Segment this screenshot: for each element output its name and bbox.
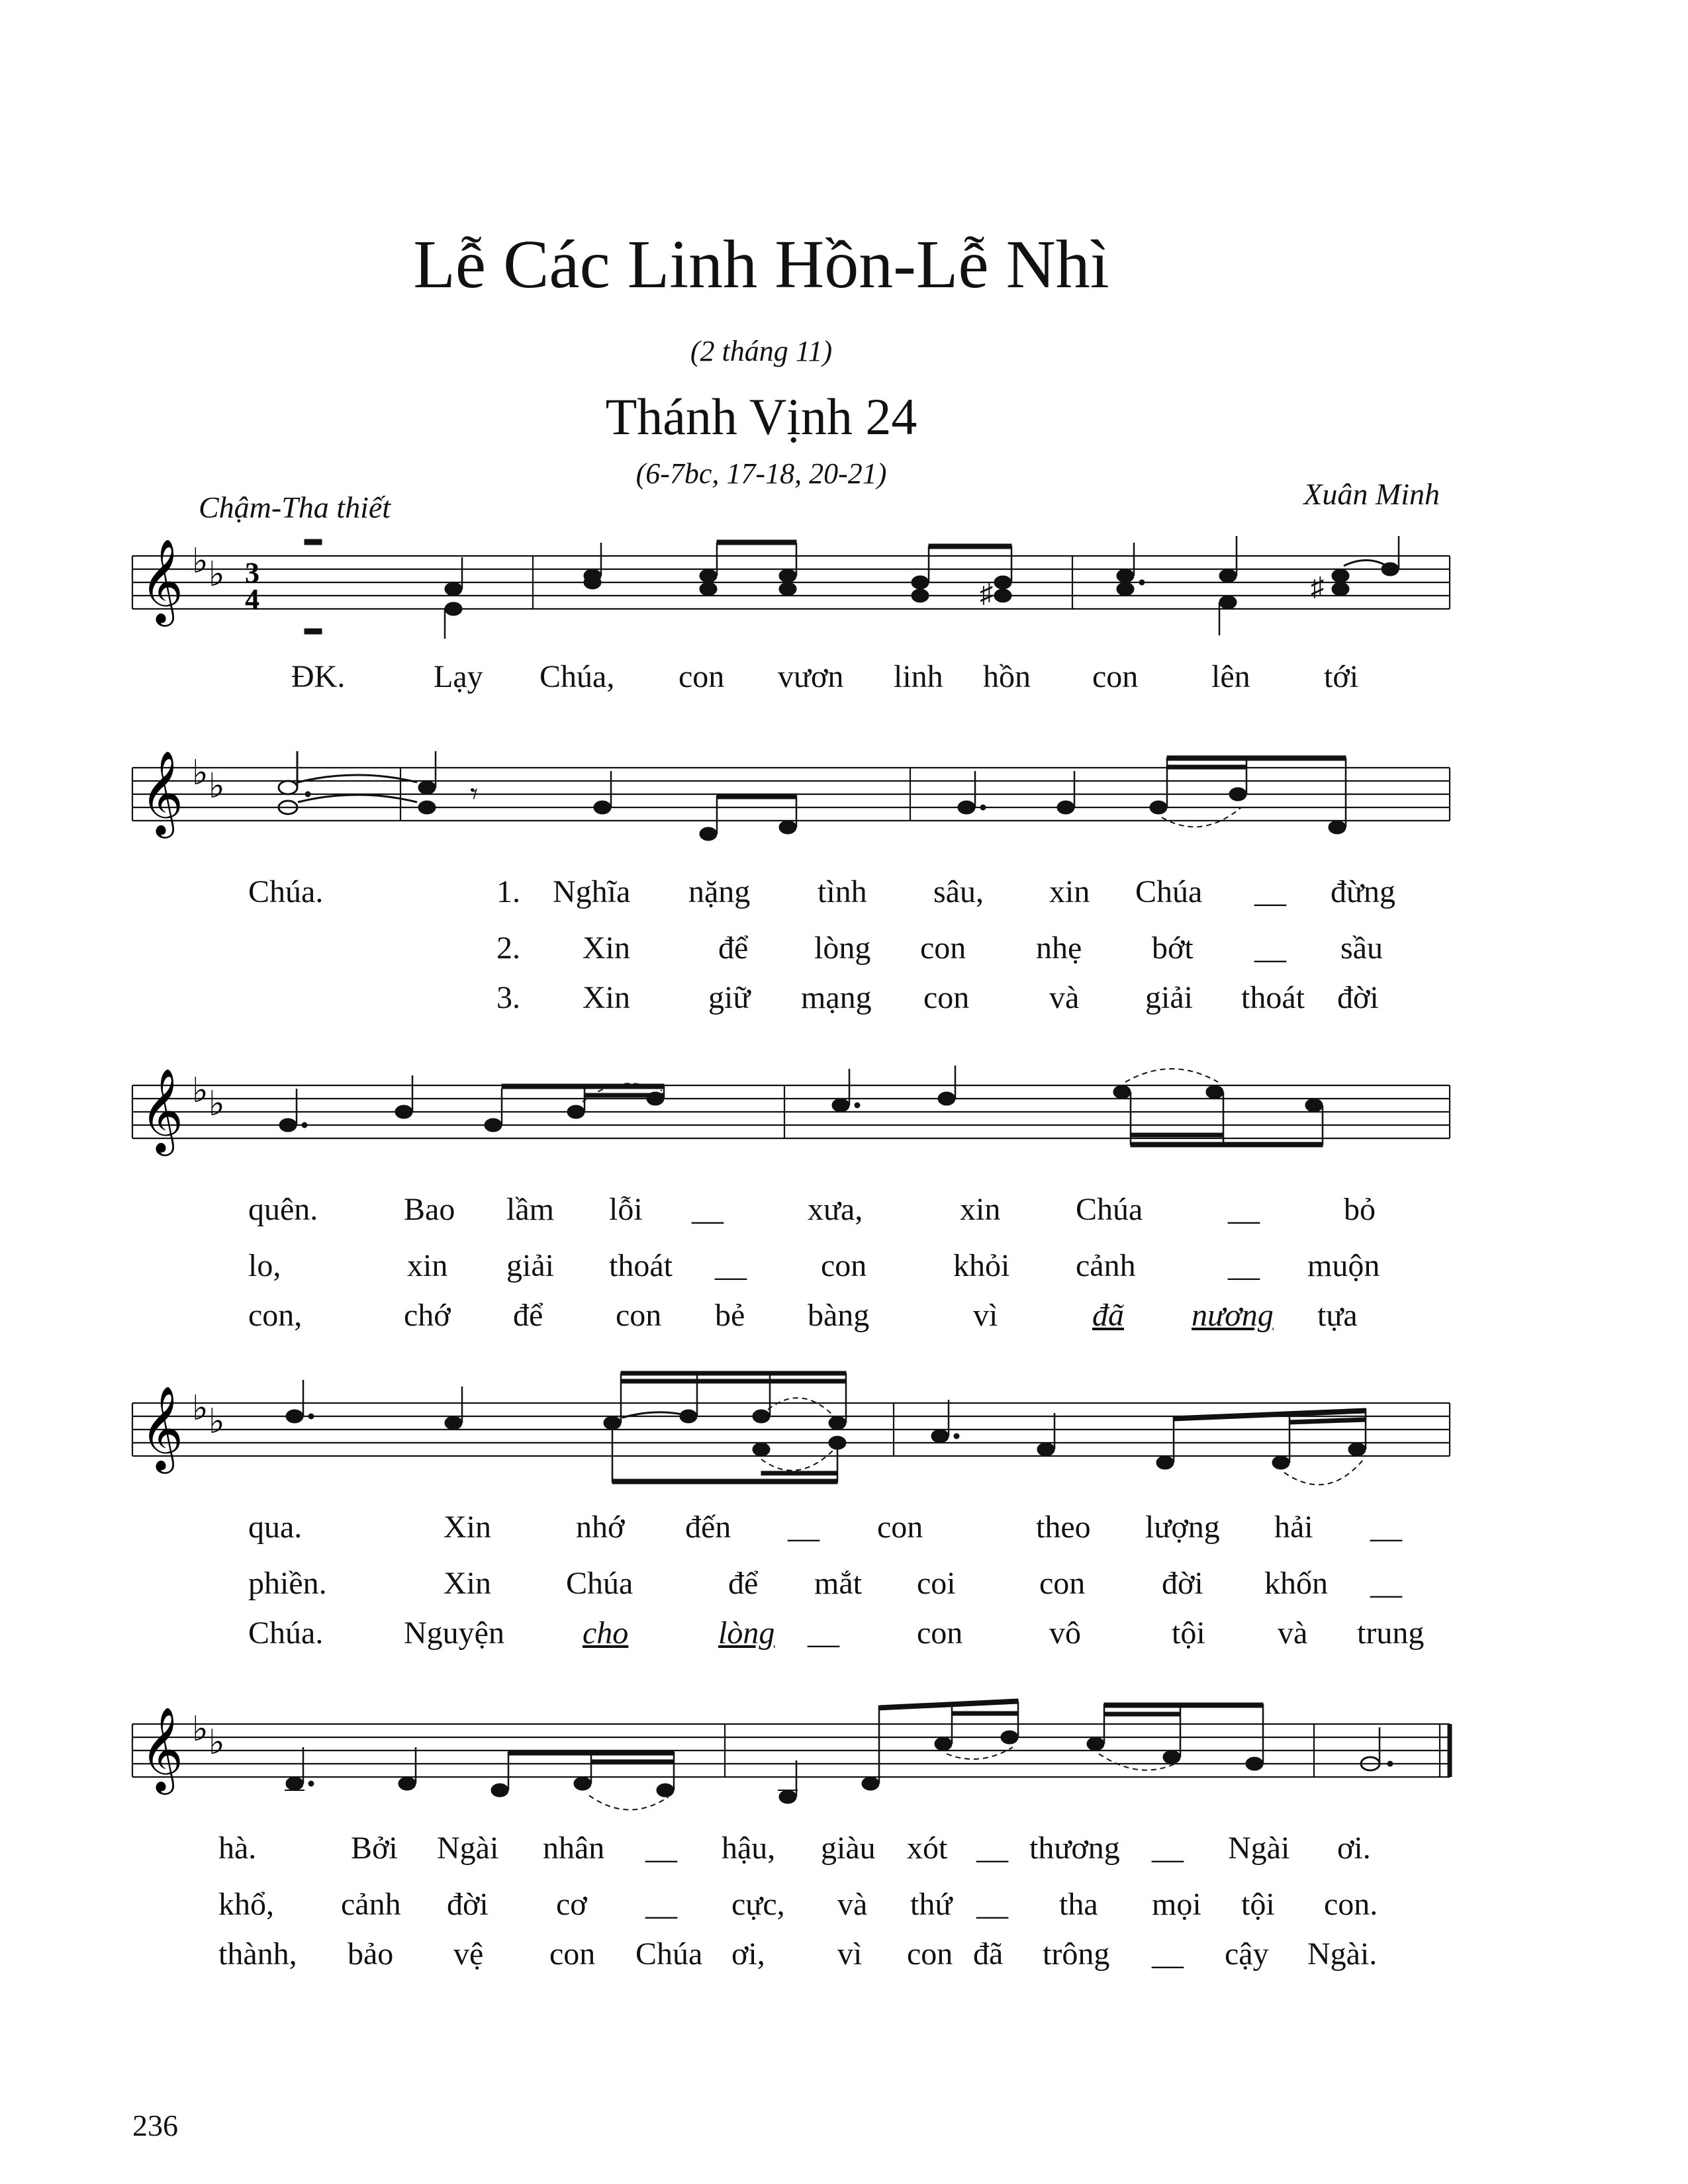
time-signature-top: 3 — [245, 557, 259, 589]
sharp-icon: ♯ — [980, 578, 993, 608]
lyric-word: xin — [960, 1192, 1001, 1227]
lyric-word: coi — [917, 1566, 956, 1601]
lyric-word: bỏ — [1344, 1192, 1376, 1227]
lyric-word: khốn — [1264, 1566, 1328, 1601]
lyric-word: lên — [1211, 659, 1250, 694]
lyric-word: lỗi — [609, 1192, 643, 1227]
lyric-word: Xin — [444, 1510, 491, 1545]
lyric-word: lượng — [1145, 1510, 1220, 1545]
staff-5 — [126, 1698, 1463, 1830]
lyric-word: Ngài — [437, 1831, 499, 1866]
lyric-word: con, — [248, 1298, 303, 1333]
lyric-word: cảnh — [1076, 1248, 1136, 1283]
lyric-word: khỏi — [953, 1248, 1010, 1283]
lyric-word: giải — [506, 1248, 554, 1283]
staff-1 — [126, 529, 1463, 662]
time-signature-bottom: 4 — [245, 583, 259, 615]
song-title: Lễ Các Linh Hồn-Lễ Nhì — [413, 226, 1109, 302]
lyric-word: vì — [837, 1936, 863, 1972]
lyric-word: xin — [407, 1248, 448, 1283]
lyric-word: lầm — [506, 1192, 554, 1227]
svg-text:♭: ♭ — [192, 1388, 209, 1428]
svg-text:♭: ♭ — [209, 555, 225, 594]
lyric-word: nhân — [543, 1831, 605, 1866]
lyric-word: Xin — [444, 1566, 491, 1601]
lyric-word: bảo — [348, 1936, 394, 1972]
lyric-word: tha — [1059, 1887, 1098, 1922]
psalm-title: Thánh Vịnh 24 — [605, 388, 917, 445]
lyric-word: cảnh — [341, 1887, 401, 1922]
lyric-word: nhớ — [576, 1510, 625, 1545]
lyric-word: lòng — [814, 931, 871, 966]
lyric-word: __ — [1370, 1510, 1402, 1545]
lyric-word: thứ — [910, 1887, 953, 1922]
lyric-word: Xin — [583, 980, 630, 1015]
lyric-word: bẻ — [715, 1298, 745, 1333]
lyric-word: con — [679, 659, 725, 694]
lyric-word: lo, — [248, 1248, 281, 1283]
lyric-word: tình — [818, 874, 867, 909]
lyric-word: và — [1278, 1615, 1308, 1651]
lyric-word: đến — [685, 1510, 731, 1545]
svg-text:♭: ♭ — [209, 1402, 225, 1441]
lyric-word: Chúa, — [539, 659, 615, 694]
lyric-word: Nghĩa — [553, 874, 631, 909]
lyric-word: Lạy — [434, 659, 483, 694]
svg-text:♭: ♭ — [209, 1723, 225, 1762]
lyric-word: __ — [1254, 874, 1286, 909]
treble-clef-icon: 𝄞 — [140, 1706, 184, 1791]
treble-clef-icon: 𝄞 — [140, 1068, 184, 1152]
lyric-word: vô — [1049, 1615, 1081, 1651]
svg-text:♭: ♭ — [209, 766, 225, 806]
psalm-verses: (6-7bc, 17-18, 20-21) — [635, 457, 887, 490]
lyric-word: 1. — [496, 874, 520, 909]
lyric-word: mạng — [801, 980, 872, 1015]
lyric-word: thương — [1029, 1831, 1120, 1866]
lyric-word: Bao — [404, 1192, 455, 1227]
lyric-word: chớ — [404, 1298, 451, 1333]
lyric-word: con — [907, 1936, 953, 1972]
lyric-word: vệ — [453, 1936, 484, 1972]
lyric-word: con — [1039, 1566, 1086, 1601]
lyric-word: nặng — [688, 874, 751, 909]
svg-text:♭: ♭ — [209, 1084, 225, 1124]
lyric-word: tựa — [1317, 1298, 1358, 1333]
lyric-word: hậu, — [722, 1831, 776, 1866]
lyric-word: __ — [645, 1887, 677, 1922]
lyric-word: đời — [1337, 980, 1379, 1015]
lyric-word: Chúa. — [248, 1615, 324, 1651]
lyric-word: con — [1092, 659, 1139, 694]
lyric-word: __ — [976, 1887, 1008, 1922]
tempo-marking: Chậm-Tha thiết — [199, 490, 391, 524]
lyric-word: nhẹ — [1036, 931, 1082, 966]
staff-4 — [126, 1377, 1463, 1522]
lyric-word: ơi, — [731, 1936, 765, 1972]
lyric-word: Xin — [583, 931, 630, 966]
lyric-word: bàng — [808, 1298, 870, 1333]
lyric-word: __ — [976, 1831, 1008, 1866]
lyric-word: __ — [645, 1831, 677, 1866]
lyric-word: __ — [1370, 1566, 1402, 1601]
lyric-word: ĐK. — [291, 659, 346, 694]
music-system-2 — [126, 741, 1463, 1015]
music-system-5 — [126, 1698, 1463, 1972]
lyric-word: con. — [1324, 1887, 1378, 1922]
lyric-word: nương — [1192, 1298, 1274, 1333]
lyric-word: con — [549, 1936, 596, 1972]
treble-clef-icon: 𝄞 — [140, 1385, 184, 1470]
lyric-word: và — [837, 1887, 868, 1922]
lyric-word: hồn — [983, 659, 1031, 694]
lyric-word: con — [821, 1248, 867, 1283]
lyric-word: __ — [788, 1510, 820, 1545]
lyric-word: trông — [1043, 1936, 1110, 1972]
lyric-word: sâu, — [933, 874, 984, 909]
lyric-word: khổ, — [218, 1887, 274, 1922]
lyric-word: theo — [1036, 1510, 1091, 1545]
lyric-word: trung — [1357, 1615, 1425, 1651]
staff-3 — [126, 1059, 1463, 1191]
lyric-word: con — [877, 1510, 923, 1545]
lyric-word: Bởi — [351, 1831, 398, 1866]
staff-2 — [126, 741, 1463, 874]
lyric-word: xót — [907, 1831, 948, 1866]
lyric-word: mắt — [814, 1566, 862, 1601]
lyric-word: xưa, — [808, 1192, 863, 1227]
lyric-word: __ — [1152, 1831, 1184, 1866]
lyric-word: Chúa — [1076, 1192, 1143, 1227]
lyric-word: Ngài — [1228, 1831, 1290, 1866]
lyric-word: lòng — [718, 1615, 775, 1651]
lyric-word: vì — [973, 1298, 998, 1333]
lyric-word: cậy — [1225, 1936, 1269, 1972]
lyric-word: giữ — [708, 980, 751, 1015]
lyric-word: đừng — [1331, 874, 1396, 909]
lyric-word: Chúa. — [248, 874, 324, 909]
lyric-word: thành, — [218, 1936, 297, 1972]
lyric-word: __ — [1254, 931, 1286, 966]
lyric-word: đời — [447, 1887, 489, 1922]
lyric-word: đã — [973, 1936, 1004, 1972]
lyric-word: con — [917, 1615, 963, 1651]
lyric-word: vươn — [778, 659, 844, 694]
lyric-word: Chúa — [635, 1936, 703, 1972]
lyric-word: phiền. — [248, 1566, 327, 1601]
lyric-word: tội — [1241, 1887, 1275, 1922]
lyric-word: con — [923, 980, 970, 1015]
flat-icon: ♭ — [192, 541, 209, 581]
lyric-word: và — [1049, 980, 1080, 1015]
lyric-word: con — [616, 1298, 662, 1333]
lyric-word: giải — [1145, 980, 1193, 1015]
lyric-word: hải — [1274, 1510, 1313, 1545]
lyric-word: sầu — [1340, 931, 1383, 966]
treble-clef-icon: 𝄞 — [140, 750, 184, 835]
lyric-word: 2. — [496, 931, 520, 966]
lyric-word: __ — [1152, 1936, 1184, 1972]
music-system-1 — [126, 529, 1463, 702]
lyric-word: quên. — [248, 1192, 318, 1227]
lyric-word: muộn — [1307, 1248, 1380, 1283]
svg-text:♯: ♯ — [1311, 572, 1324, 602]
lyric-word: đã — [1092, 1298, 1124, 1333]
page-number: 236 — [132, 2109, 178, 2142]
music-system-4 — [126, 1377, 1463, 1651]
lyric-word: tội — [1172, 1615, 1205, 1651]
lyric-word: cơ — [556, 1887, 587, 1922]
composer: Xuân Minh — [1303, 477, 1440, 511]
lyric-word: cho — [583, 1615, 629, 1651]
lyric-word: để — [718, 931, 749, 966]
lyric-word: mọi — [1152, 1887, 1201, 1922]
svg-text:♭: ♭ — [192, 1709, 209, 1749]
lyric-word: thoát — [1241, 980, 1305, 1015]
lyric-word: Chúa — [1135, 874, 1203, 909]
lyric-word: __ — [692, 1192, 724, 1227]
lyric-word: xin — [1049, 874, 1090, 909]
lyric-word: Ngài. — [1307, 1936, 1378, 1972]
lyric-word: bớt — [1152, 931, 1194, 966]
lyric-word: __ — [808, 1615, 839, 1651]
feast-date: (2 tháng 11) — [690, 335, 833, 367]
lyric-word: con — [920, 931, 966, 966]
lyric-word: cực, — [731, 1887, 785, 1922]
lyric-word: __ — [715, 1248, 747, 1283]
lyric-word: giàu — [821, 1831, 876, 1866]
lyric-word: ơi. — [1337, 1831, 1371, 1866]
lyric-word: Chúa — [566, 1566, 633, 1601]
lyric-word: Nguyện — [404, 1615, 504, 1651]
music-system-3 — [126, 1059, 1463, 1333]
lyric-word: để — [728, 1566, 759, 1601]
lyric-word: 3. — [496, 980, 520, 1015]
treble-clef-icon: 𝄞 — [140, 538, 184, 623]
svg-text:♭: ♭ — [192, 753, 209, 793]
lyric-word: linh — [894, 659, 943, 694]
lyric-word: thoát — [609, 1248, 673, 1283]
lyric-word: đời — [1162, 1566, 1203, 1601]
lyric-word: __ — [1228, 1248, 1260, 1283]
svg-text:𝄾: 𝄾 — [470, 777, 479, 811]
svg-text:♭: ♭ — [192, 1071, 209, 1111]
lyric-word: __ — [1228, 1192, 1260, 1227]
lyric-word: qua. — [248, 1510, 303, 1545]
lyric-word: tới — [1324, 659, 1359, 694]
lyric-word: để — [513, 1298, 543, 1333]
lyric-word: hà. — [218, 1831, 257, 1866]
